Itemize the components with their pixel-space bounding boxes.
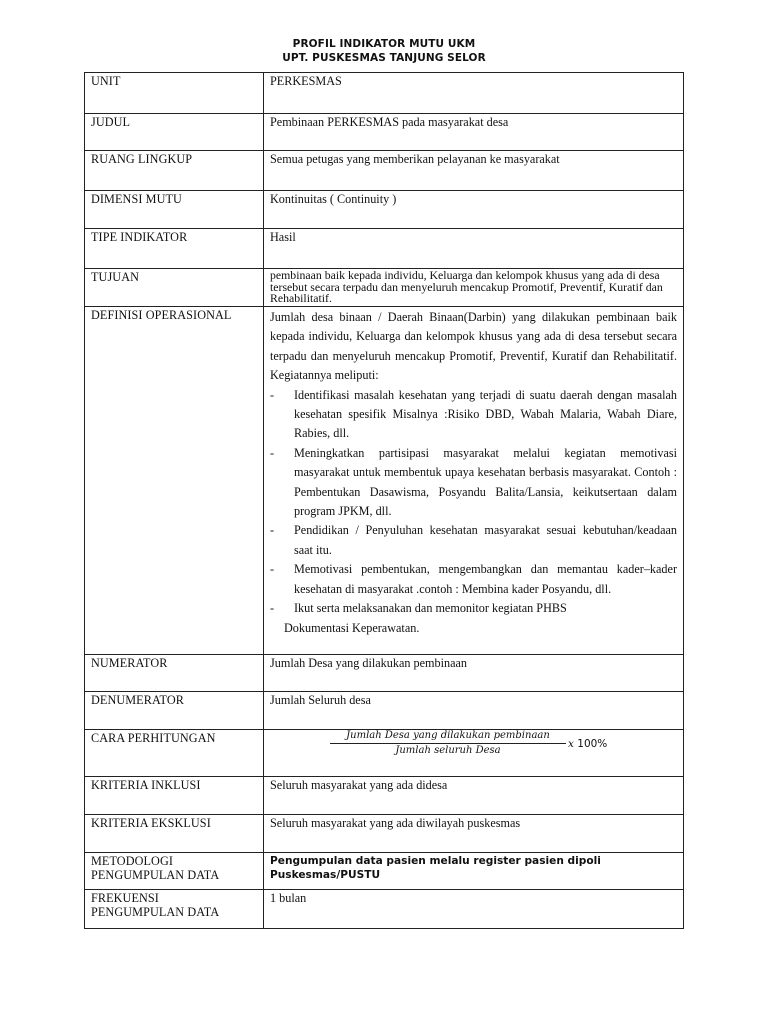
label-definisi-operasional: DEFINISI OPERASIONAL [85, 307, 264, 655]
calculation-formula [270, 731, 677, 765]
label-dimensi-mutu: DIMENSI MUTU [85, 191, 264, 229]
row-definisi-operasional [85, 307, 684, 655]
formula-numerator: Jumlah Desa yang dilakukan pembinaan [330, 729, 566, 744]
row-unit [85, 73, 684, 114]
definisi-tail: Dokumentasi Keperawatan. [284, 620, 420, 635]
label-metodologi-line1: METODOLOGI [91, 854, 174, 868]
row-judul [85, 114, 684, 151]
label-tipe-indikator: TIPE INDIKATOR [85, 229, 264, 269]
row-dimensi-mutu [85, 191, 684, 229]
multiplier-value: 100% [577, 738, 608, 750]
label-frekuensi-line2: PENGUMPULAN DATA [91, 905, 220, 919]
list-item: - Meningkatkan partisipasi masyarakat melalui kegiatan memotivasi masyarakat untuk membentuk upaya kesehatan berbasis masyarakat. Contoh : Pembentukan Dasawisma, Posyandu Balita/Lansia, keikutsertaan dalam program JPKM, dll. [270, 444, 677, 522]
value-frekuensi: 1 bulan [264, 890, 684, 929]
label-metodologi [85, 853, 264, 890]
value-numerator: Jumlah Desa yang dilakukan pembinaan [264, 655, 684, 692]
value-tipe-indikator: Hasil [264, 229, 684, 269]
label-ruang-lingkup: RUANG LINGKUP [85, 151, 264, 191]
row-numerator [85, 655, 684, 692]
document-subtitle: UPT. PUSKESMAS TANJUNG SELOR [282, 52, 486, 64]
list-item: - Ikut serta melaksanakan dan memonitor kegiatan PHBS [270, 599, 677, 618]
label-frekuensi [85, 890, 264, 929]
label-metodologi-line2: PENGUMPULAN DATA [91, 868, 220, 882]
indicator-profile-table [84, 72, 684, 929]
label-denumerator: DENUMERATOR [85, 692, 264, 730]
definisi-intro: Jumlah desa binaan / Daerah Binaan(Darbin) yang dilakukan pembinaan baik kepada individu, Keluarga dan kelompok khusus yang ada di desa tersebut secara terpadu dan menyeluruh mencakup Promotif, Preventif, Kuratif dan Rehabilitatif. Kegiatannya meliputi: [270, 310, 677, 383]
label-frekuensi-line1: FREKUENSI [91, 891, 159, 905]
label-cara-perhitungan: CARA PERHITUNGAN [85, 730, 264, 777]
multiply-symbol: x [568, 738, 574, 750]
tujuan-text: pembinaan baik kepada individu, Keluarga dan kelompok khusus yang ada di desa tersebut secara terpadu dan menyeluruh mencakup Promotif, Preventif, Kuratif dan Rehabilitatif. [270, 268, 663, 305]
formula-fraction [330, 729, 566, 757]
label-unit: UNIT [85, 73, 264, 114]
list-item: - Memotivasi pembentukan, mengembangkan dan memantau kader–kader kesehatan di masyarakat .contoh : Membina kader Posyandu, dll. [270, 560, 677, 599]
row-ruang-lingkup [85, 151, 684, 191]
value-dimensi-mutu: Kontinuitas ( Continuity ) [264, 191, 684, 229]
value-denumerator: Jumlah Seluruh desa [264, 692, 684, 730]
document-title: PROFIL INDIKATOR MUTU UKM [292, 38, 476, 50]
row-tipe-indikator [85, 229, 684, 269]
document-header [0, 37, 768, 65]
value-judul: Pembinaan PERKESMAS pada masyarakat desa [264, 114, 684, 151]
row-kriteria-inklusi [85, 777, 684, 815]
row-denumerator [85, 692, 684, 730]
row-cara-perhitungan [85, 730, 684, 777]
row-tujuan [85, 269, 684, 307]
value-definisi-operasional [264, 307, 684, 655]
value-metodologi: Pengumpulan data pasien melalu register pasien dipoli Puskesmas/PUSTU [264, 853, 684, 890]
value-kriteria-inklusi: Seluruh masyarakat yang ada didesa [264, 777, 684, 815]
list-item: - Identifikasi masalah kesehatan yang terjadi di suatu daerah dengan masalah kesehatan spesifik Misalnya :Risiko DBD, Wabah Malaria, Wabah Diare, Rabies, dll. [270, 386, 677, 444]
definisi-activity-list [270, 386, 677, 619]
label-judul: JUDUL [85, 114, 264, 151]
value-tujuan [264, 269, 684, 307]
value-cara-perhitungan [264, 730, 684, 777]
formula-denominator: Jumlah seluruh Desa [395, 745, 501, 756]
label-kriteria-inklusi: KRITERIA INKLUSI [85, 777, 264, 815]
formula-multiplier [568, 737, 607, 751]
value-kriteria-eksklusi: Seluruh masyarakat yang ada diwilayah puskesmas [264, 815, 684, 853]
value-ruang-lingkup: Semua petugas yang memberikan pelayanan ke masyarakat [264, 151, 684, 191]
label-kriteria-eksklusi: KRITERIA EKSKLUSI [85, 815, 264, 853]
row-metodologi [85, 853, 684, 890]
value-unit: PERKESMAS [264, 73, 684, 114]
label-tujuan: TUJUAN [85, 269, 264, 307]
label-numerator: NUMERATOR [85, 655, 264, 692]
row-kriteria-eksklusi [85, 815, 684, 853]
list-item: - Pendidikan / Penyuluhan kesehatan masyarakat sesuai kebutuhan/keadaan saat itu. [270, 521, 677, 560]
row-frekuensi [85, 890, 684, 929]
